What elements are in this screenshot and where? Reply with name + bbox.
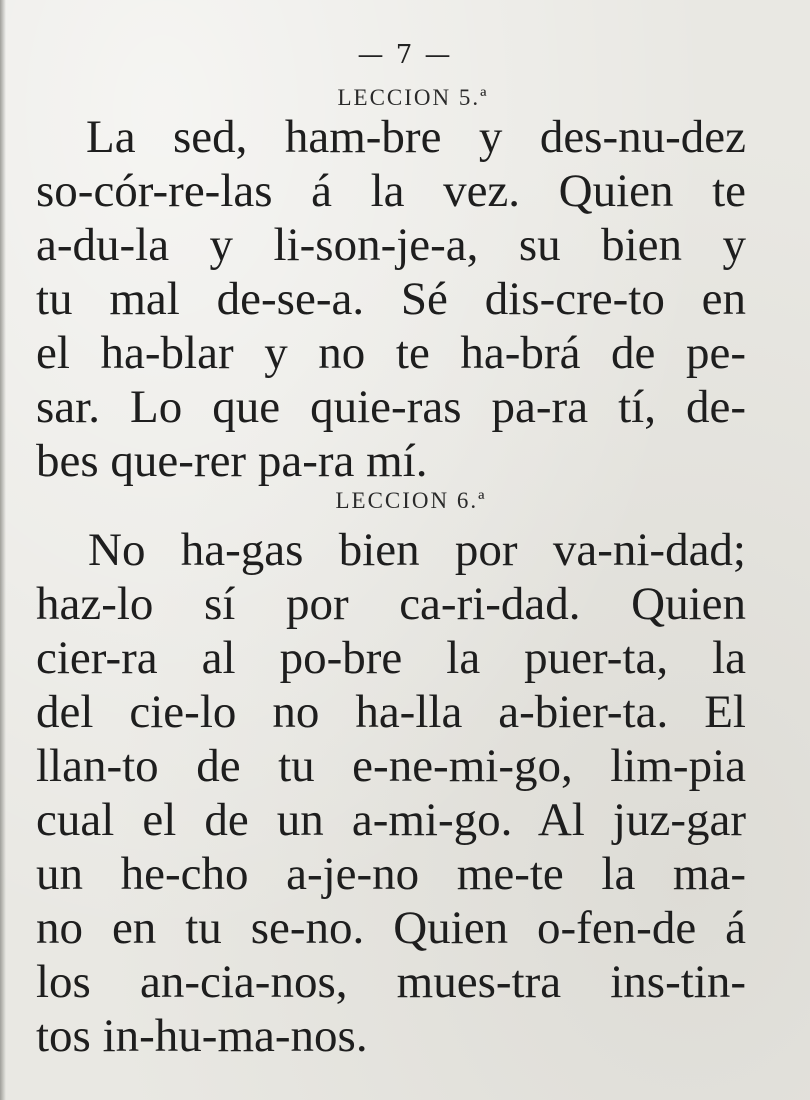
text-line: cier-ra al po-bre la puer-ta, la xyxy=(36,632,746,684)
text-line: sar. Lo que quie-ras pa-ra tí, de- xyxy=(36,381,746,433)
page-edge-shadow xyxy=(0,0,6,1100)
lesson-6-heading: LECCION 6.ª xyxy=(335,488,487,513)
text-line: tu mal de-se-a. Sé dis-cre-to en xyxy=(36,273,746,325)
text-line: a-du-la y li-son-je-a, su bien y xyxy=(36,219,746,271)
text-line: llan-to de tu e-ne-mi-go, lim-pia xyxy=(36,740,746,792)
text-line: no en tu se-no. Quien o-fen-de á xyxy=(36,902,746,954)
text-line: haz-lo sí por ca-ri-dad. Quien xyxy=(36,578,746,630)
lesson-5-heading: LECCION 5.ª xyxy=(337,85,489,110)
text-line: bes que-rer pa-ra mí. xyxy=(36,435,428,487)
text-line: un he-cho a-je-no me-te la ma- xyxy=(36,848,746,900)
text-line: el ha-blar y no te ha-brá de pe- xyxy=(36,327,746,379)
text-line: so-cór-re-las á la vez. Quien te xyxy=(36,165,746,217)
lesson-6-text xyxy=(36,523,746,1063)
page-number: — 7 — xyxy=(357,40,453,70)
lesson-5-text xyxy=(36,110,746,488)
text-line: cual el de un a-mi-go. Al juz-gar xyxy=(36,794,746,846)
text-line: No ha-gas bien por va-ni-dad; xyxy=(88,524,746,576)
text-line: La sed, ham-bre y des-nu-dez xyxy=(86,111,746,163)
text-line: los an-cia-nos, mues-tra ins-tin- xyxy=(36,956,746,1008)
text-line: tos in-hu-ma-nos. xyxy=(36,1010,368,1062)
text-line: del cie-lo no ha-lla a-bier-ta. El xyxy=(36,686,746,738)
